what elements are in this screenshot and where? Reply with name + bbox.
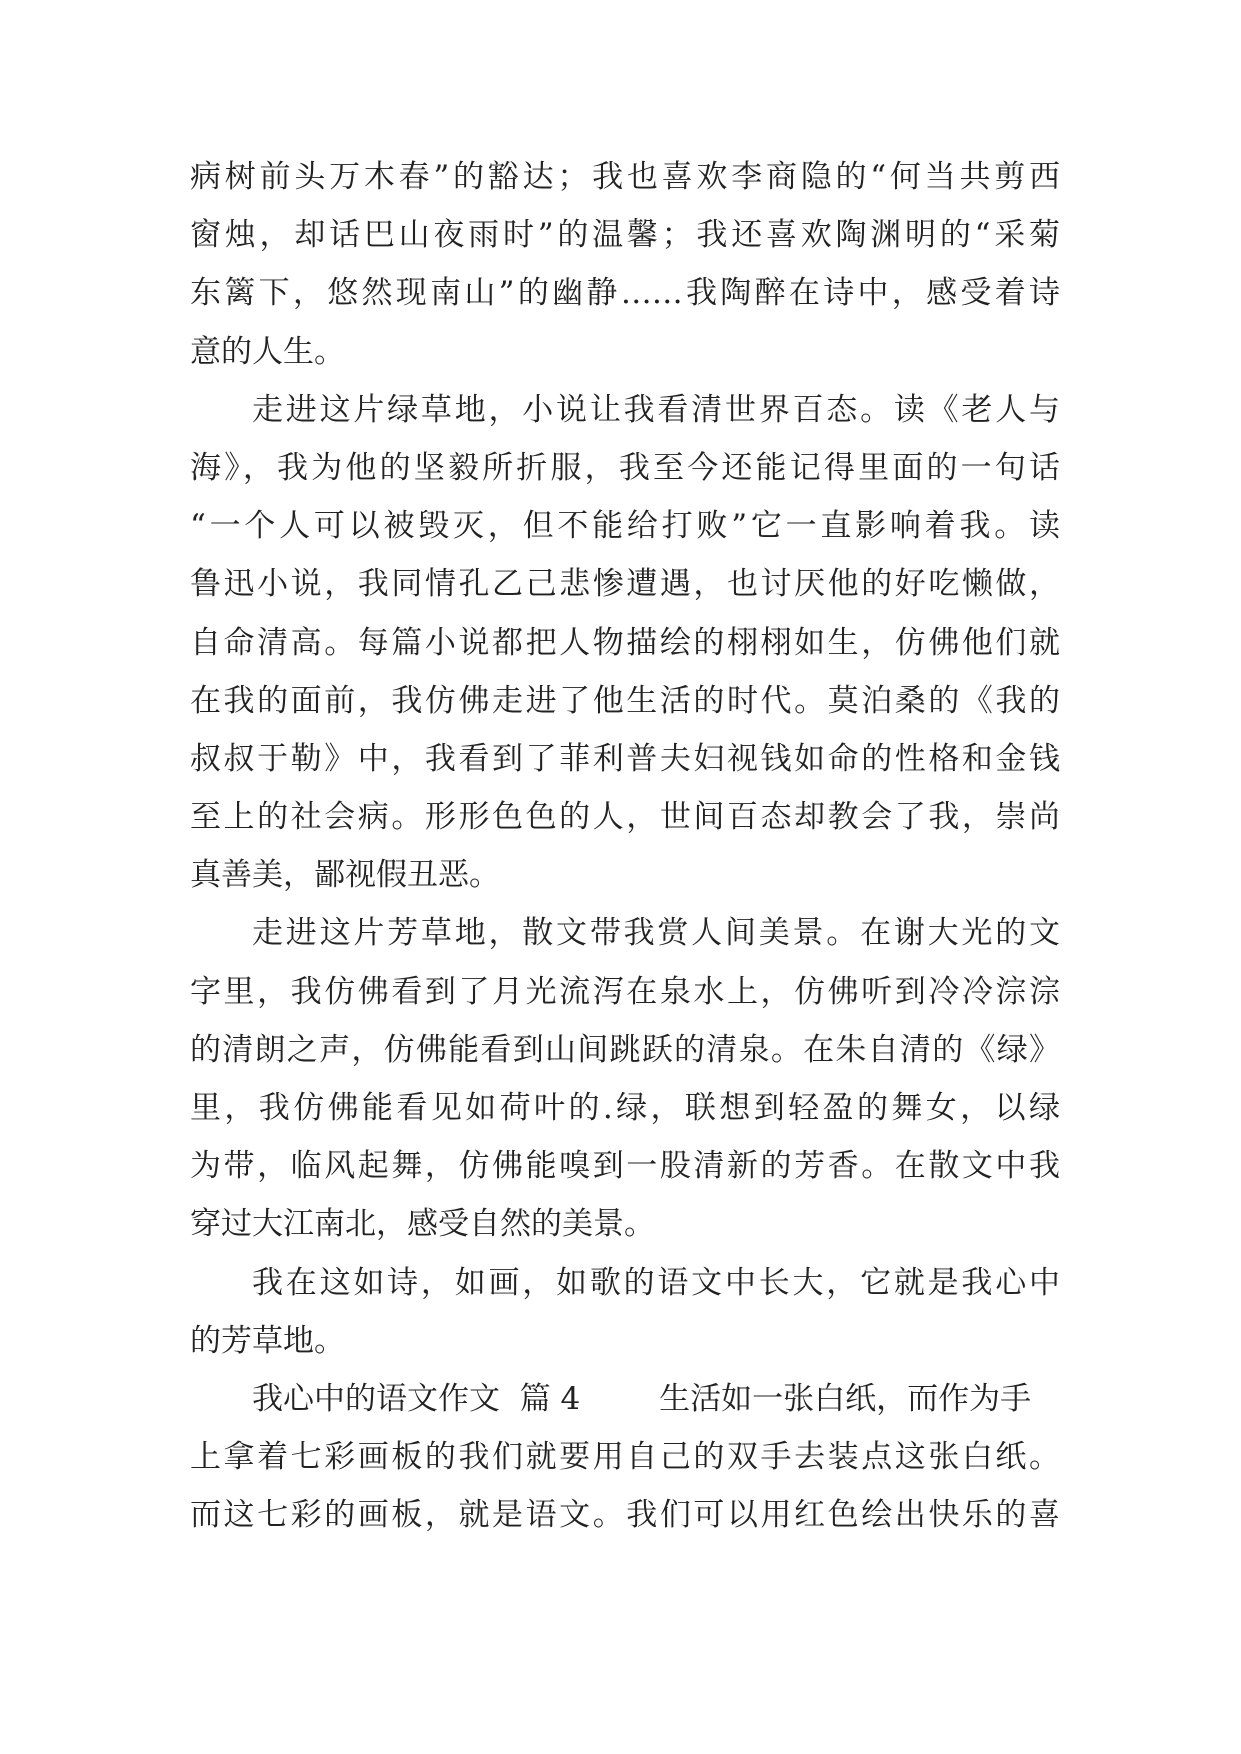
paragraph-line: 东篱下，悠然现南山”的幽静……我陶醉在诗中，感受着诗 — [190, 275, 1060, 312]
paragraph-line: “一个人可以被毁灭，但不能给打败”它一直影响着我。读 — [190, 508, 1060, 545]
paragraph-line: 我在这如诗，如画，如歌的语文中长大，它就是我心中 — [252, 1264, 1060, 1301]
paragraph-line: 里，我仿佛能看见如荷叶的.绿，联想到轻盈的舞女，以绿 — [190, 1090, 1060, 1126]
paragraph-line: 至上的社会病。形形色色的人，世间百态却教会了我，崇尚 — [190, 799, 1060, 836]
paragraph-line: 鲁迅小说，我同情孔乙己悲惨遭遇，也讨厌他的好吃懒做， — [190, 566, 1060, 603]
paragraph-line: 叔叔于勒》中，我看到了菲利普夫妇视钱如命的性格和金钱 — [190, 740, 1060, 777]
paragraph-line: 走进这片绿草地，小说让我看清世界百态。读《老人与 — [252, 391, 1060, 428]
paragraph-line: 穿过大江南北，感受自然的美景。 — [190, 1206, 655, 1243]
paragraph-line: 而这七彩的画板，就是语文。我们可以用红色绘出快乐的喜 — [190, 1497, 1060, 1534]
paragraph-line: 病树前头万木春”的豁达；我也喜欢李商隐的“何当共剪西 — [190, 159, 1060, 195]
paragraph-line: 意的人生。 — [190, 333, 345, 370]
paragraph-line: 自命清高。每篇小说都把人物描绘的栩栩如生，仿佛他们就 — [190, 624, 1060, 661]
paragraph-line: 字里，我仿佛看到了月光流泻在泉水上，仿佛听到冷冷淙淙 — [190, 973, 1060, 1010]
paragraph-line: 海》，我为他的坚毅所折服，我至今还能记得里面的一句话 — [190, 449, 1060, 486]
paragraph-line: 真善美，鄙视假丑恶。 — [190, 857, 500, 894]
paragraph-line: 我心中的语文作文 篇 4 生活如一张白纸，而作为手 — [252, 1380, 1032, 1417]
paragraph-line: 为带，临风起舞，仿佛能嗅到一股清新的芳香。在散文中我 — [190, 1148, 1060, 1185]
paragraph-line: 在我的面前，我仿佛走进了他生活的时代。莫泊桑的《我的 — [190, 682, 1060, 719]
paragraph-line: 窗烛，却话巴山夜雨时”的温馨；我还喜欢陶渊明的“采菊 — [190, 217, 1060, 254]
paragraph-line: 的芳草地。 — [190, 1322, 345, 1359]
paragraph-line: 的清朗之声，仿佛能看到山间跳跃的清泉。在朱自清的《绿》 — [190, 1031, 1060, 1068]
paragraph-line: 上拿着七彩画板的我们就要用自己的双手去装点这张白纸。 — [190, 1439, 1060, 1476]
essay-body — [190, 148, 1060, 1545]
paragraph-line: 走进这片芳草地，散文带我赏人间美景。在谢大光的文 — [252, 915, 1060, 952]
